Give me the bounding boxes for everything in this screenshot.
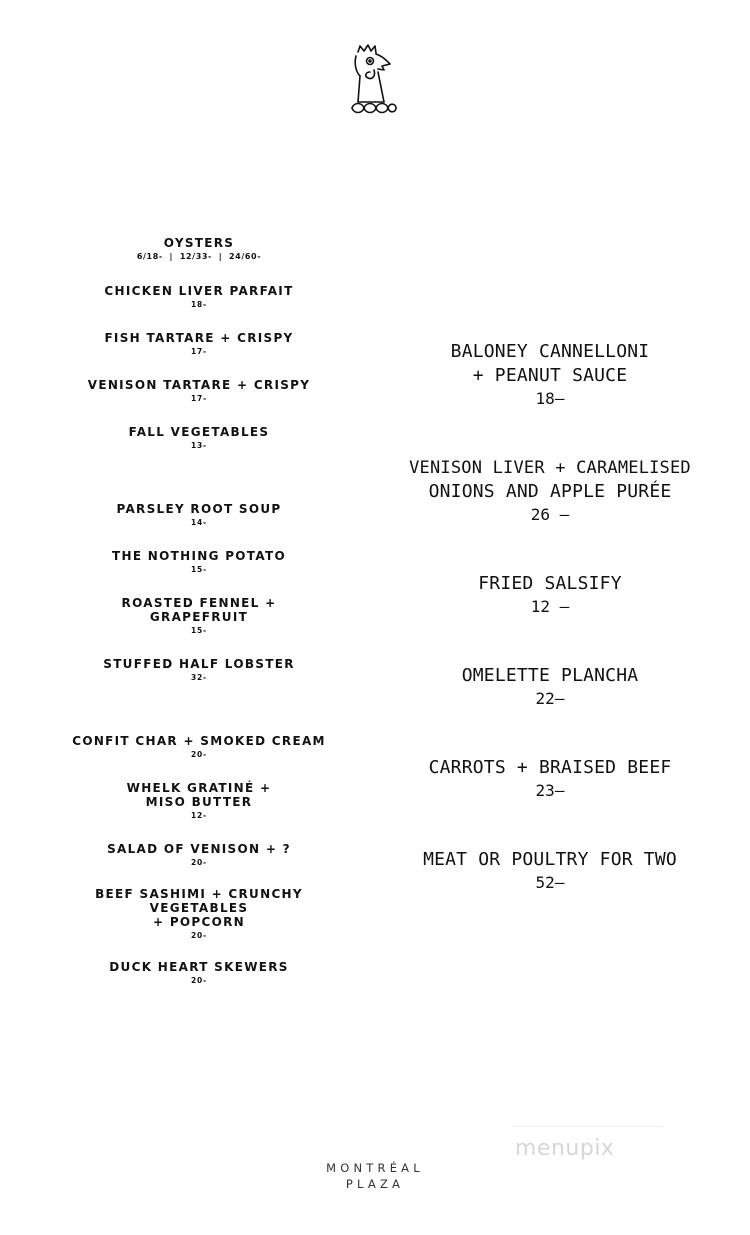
item-name-line2: GRAPEFRUIT <box>149 610 249 624</box>
item-price: 12- <box>191 811 207 820</box>
item-price: 20- <box>191 858 207 867</box>
special-name-line2: ONIONS AND APPLE PURÉE <box>428 481 672 502</box>
special-price: 52— <box>535 873 565 892</box>
menu-item-salad-of-venison <box>48 842 350 868</box>
item-price: 15- <box>191 626 207 635</box>
menu-item-whelk-gratine <box>48 781 350 821</box>
item-name: STUFFED HALF LOBSTER <box>103 657 295 671</box>
item-name: BEEF SASHIMI + CRUNCHY VEGETABLES <box>95 887 303 915</box>
menu-item-duck-heart-skewers <box>48 960 350 986</box>
special-price: 12 — <box>530 597 570 616</box>
special-name-line2: + PEANUT SAUCE <box>472 365 628 386</box>
special-fried-salsify <box>400 572 700 618</box>
menu-item-stuffed-half-lobster <box>48 657 350 683</box>
item-price: 14- <box>191 518 207 527</box>
special-price: 22— <box>535 689 565 708</box>
item-price: 13- <box>191 441 207 450</box>
special-baloney-cannelloni <box>400 340 700 410</box>
special-meat-or-poultry <box>400 848 700 894</box>
menu-item-beef-sashimi <box>48 887 350 941</box>
item-name: VENISON TARTARE + CRISPY <box>87 378 311 392</box>
item-price: 6/18- | 12/33- | 24/60- <box>136 252 262 261</box>
menu-item-oysters <box>48 236 350 262</box>
restaurant-name-footer <box>300 1160 450 1192</box>
special-venison-liver <box>400 456 700 526</box>
item-price: 20- <box>191 931 207 940</box>
special-price: 26 — <box>530 505 570 524</box>
item-price: 15- <box>191 565 207 574</box>
menu-item-parsley-root-soup <box>48 502 350 528</box>
special-price: 23— <box>535 781 565 800</box>
menupix-watermark: menupix <box>515 1136 615 1161</box>
rooster-logo-icon <box>344 42 400 118</box>
special-omelette-plancha <box>400 664 700 710</box>
item-name: WHELK GRATINÉ + <box>126 781 272 795</box>
item-name-line2: MISO BUTTER <box>145 795 253 809</box>
watermark-divider <box>512 1126 662 1127</box>
item-price: 17- <box>191 347 207 356</box>
special-name: CARROTS + BRAISED BEEF <box>428 757 672 778</box>
special-name: OMELETTE PLANCHA <box>461 665 639 686</box>
special-price: 18— <box>535 389 565 408</box>
item-name: CHICKEN LIVER PARFAIT <box>104 284 294 298</box>
menu-item-nothing-potato <box>48 549 350 575</box>
item-price: 18- <box>191 300 207 309</box>
menu-item-chicken-liver-parfait <box>48 284 350 310</box>
special-name: FRIED SALSIFY <box>478 573 622 594</box>
special-name: MEAT OR POULTRY FOR TWO <box>423 849 677 870</box>
main-menu-list <box>48 236 350 986</box>
item-price: 17- <box>191 394 207 403</box>
item-name: SALAD OF VENISON + ? <box>107 842 291 856</box>
special-name: VENISON LIVER + CARAMELISED <box>409 458 691 478</box>
item-name: FALL VEGETABLES <box>128 425 270 439</box>
menu-item-fall-vegetables <box>48 425 350 451</box>
special-name: BALONEY CANNELLONI <box>450 341 650 362</box>
item-name: CONFIT CHAR + SMOKED CREAM <box>72 734 326 748</box>
item-name: ROASTED FENNEL + <box>121 596 277 610</box>
specials-list <box>400 340 700 894</box>
menu-item-fish-tartare <box>48 331 350 357</box>
footer-line2: PLAZA <box>345 1177 405 1191</box>
item-name: OYSTERS <box>163 236 235 250</box>
item-name: PARSLEY ROOT SOUP <box>116 502 282 516</box>
item-price: 32- <box>191 673 207 682</box>
special-carrots-braised-beef <box>400 756 700 802</box>
menu-item-roasted-fennel <box>48 596 350 636</box>
item-name: THE NOTHING POTATO <box>111 549 286 563</box>
menu-item-venison-tartare <box>48 378 350 404</box>
item-name-line2: + POPCORN <box>152 915 245 929</box>
item-price: 20- <box>191 976 207 985</box>
item-name: DUCK HEART SKEWERS <box>109 960 289 974</box>
menu-item-confit-char <box>48 734 350 760</box>
item-price: 20- <box>191 750 207 759</box>
item-name: FISH TARTARE + CRISPY <box>104 331 294 345</box>
footer-line1: MONTRÉAL <box>326 1161 424 1175</box>
